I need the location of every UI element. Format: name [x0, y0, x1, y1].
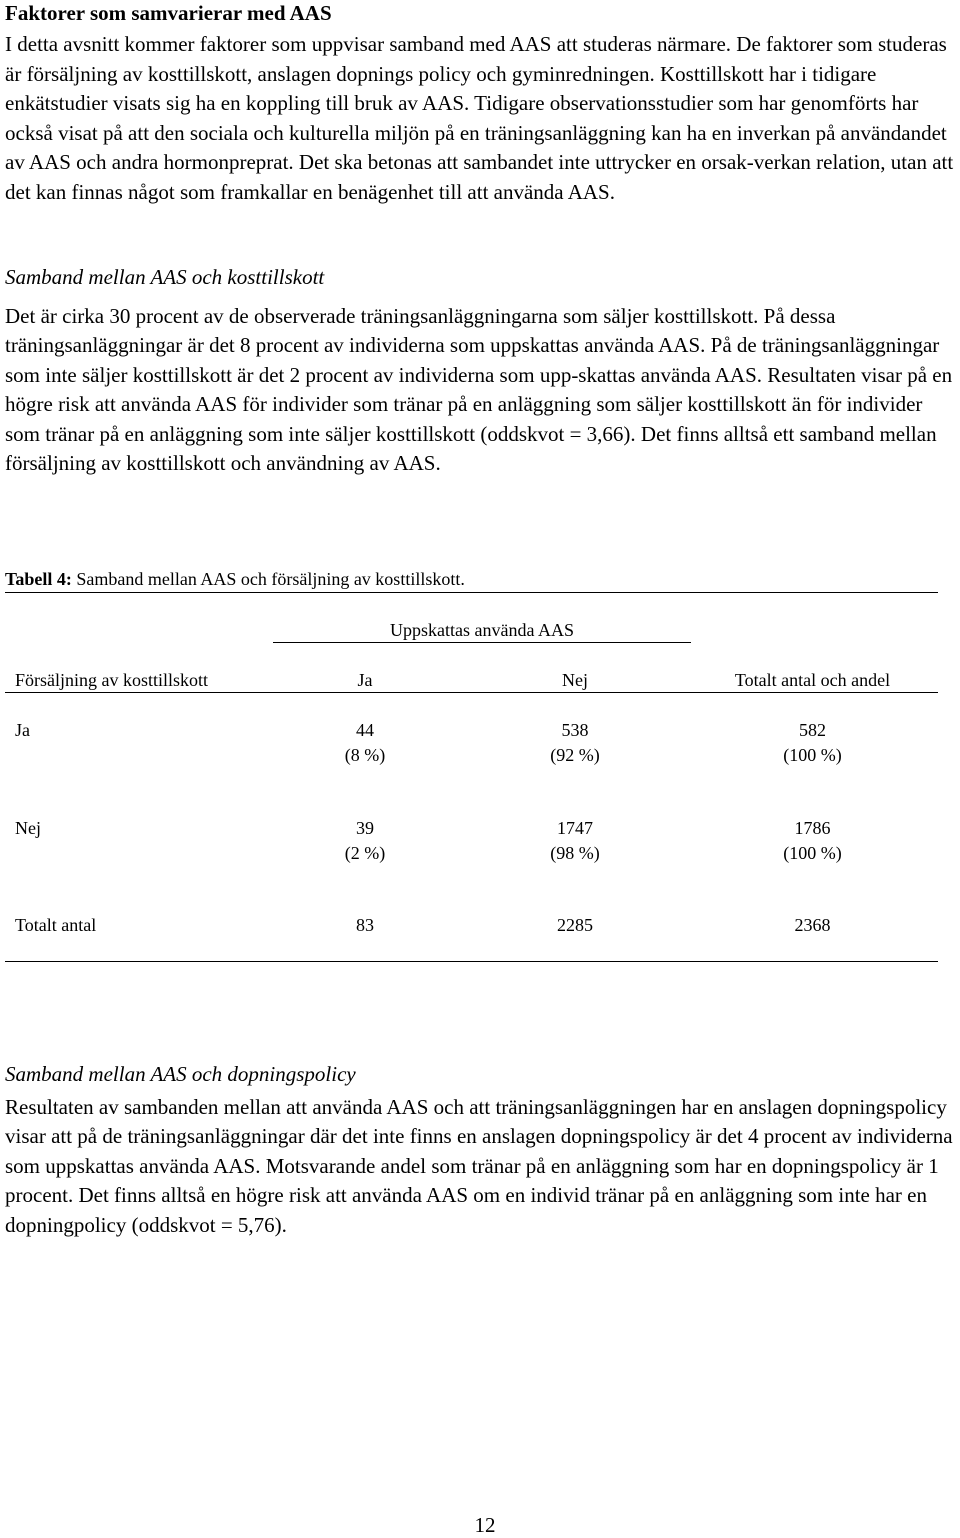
cell-percent: (100 %): [783, 745, 842, 765]
column-header: Totalt antal och andel: [734, 670, 891, 690]
cell-count: 582: [799, 720, 826, 740]
cell-percent: (98 %): [550, 843, 600, 863]
section-heading: Faktorer som samvarierar med AAS: [5, 1, 332, 25]
table-cell: 2285: [557, 915, 593, 935]
supplements-section-title: Samband mellan AAS och kosttillskott: [5, 265, 325, 289]
table-4: [5, 568, 938, 935]
table-row-total: [5, 913, 938, 965]
table-cell: 83: [356, 915, 374, 935]
table-cell: [305, 718, 425, 768]
cell-count: 44: [356, 720, 374, 740]
table-cell: [515, 816, 635, 866]
intro-paragraph: I detta avsnitt kommer faktorer som uppvisar samband med AAS att studeras närmare. De faktorer som studeras är försäljning av kosttillskott, anslagen dopnings policy och gyminredningen. Kosttillskott har i tidigare enkätstudier visats sig ha en koppling till bruk av AAS. Tidigare observationsstudier som har genomförts har också visat på att den sociala och kulturella miljön på en träningsanläggning kan ha en inverkan på användandet av AAS och andra hormonpreprat. Det ska betonas att sambandet inte uttrycker en orsak-verkan relation, utan att det kan finnas något som framkallar en benägenhet till att använda AAS.: [5, 32, 954, 204]
row-label: Totalt antal: [15, 915, 97, 935]
row-label: Nej: [15, 818, 41, 838]
supplements-paragraph: Det är cirka 30 procent av de observerade träningsanläggningarna som säljer kosttillskott. På dessa träningsanläggningar är det 8 procent av individerna som uppskattas använda AAS. På de träningsanläggningar som inte säljer kosttillskott är det 2 procent av individerna som upp-skattas använda AAS. Resultaten visar på en högre risk att använda AAS för individer som tränar på en anläggning som säljer kosttillskott än för individer som tränar på en anläggning som inte säljer kosttillskott (oddskvot = 3,66). Det finns alltså ett samband mellan försäljning av kosttillskott och användning av AAS.: [5, 303, 953, 475]
column-header: Försäljning av kosttillskott: [15, 670, 209, 690]
table-cell: [305, 816, 425, 866]
table-cell: [515, 718, 635, 768]
spanning-header: Uppskattas använda AAS: [273, 618, 691, 643]
cell-count: 39: [356, 818, 374, 838]
policy-section: [5, 1060, 955, 1240]
cell-percent: (2 %): [344, 843, 386, 863]
policy-paragraph: Resultaten av sambanden mellan att använda AAS och att träningsanläggningen har en anslagen dopningspolicy visar att på de träningsanläggningar där det inte finns en anslagen dopningspolicy är det 4 procent av individerna som uppskattas använda AAS. Motsvarande andel som tränar på en anläggning som har en dopningspolicy är 1 procent. Det finns alltså en högre risk att använda AAS om en individ tränar på en anläggning som inte har en dopningpolicy (oddskvot = 5,76).: [5, 1094, 953, 1237]
column-header: Nej: [562, 670, 588, 690]
cell-count: 1786: [794, 818, 831, 838]
table-header-row: [5, 668, 938, 693]
table-caption-text: Samband mellan AAS och försäljning av kosttillskott.: [76, 569, 465, 589]
table-bottom-rule: [5, 961, 938, 962]
cell-percent: (8 %): [344, 745, 386, 765]
cell-count: 538: [561, 720, 589, 740]
page-number: 12: [474, 1513, 496, 1537]
row-label: Ja: [15, 720, 30, 740]
policy-section-title: Samband mellan AAS och dopningspolicy: [5, 1062, 356, 1086]
table-row: [5, 816, 938, 868]
table-cell: [710, 816, 915, 866]
cell-count: 1747: [557, 818, 593, 838]
table-cell: 2368: [794, 915, 831, 935]
column-header: Ja: [357, 670, 373, 690]
table-caption-label: Tabell 4:: [5, 569, 72, 589]
table-row: [5, 718, 938, 770]
table-cell: [710, 718, 915, 768]
cell-percent: (100 %): [783, 843, 842, 863]
page-content: [5, 0, 955, 479]
cell-percent: (92 %): [550, 745, 600, 765]
table-caption: [5, 568, 938, 593]
